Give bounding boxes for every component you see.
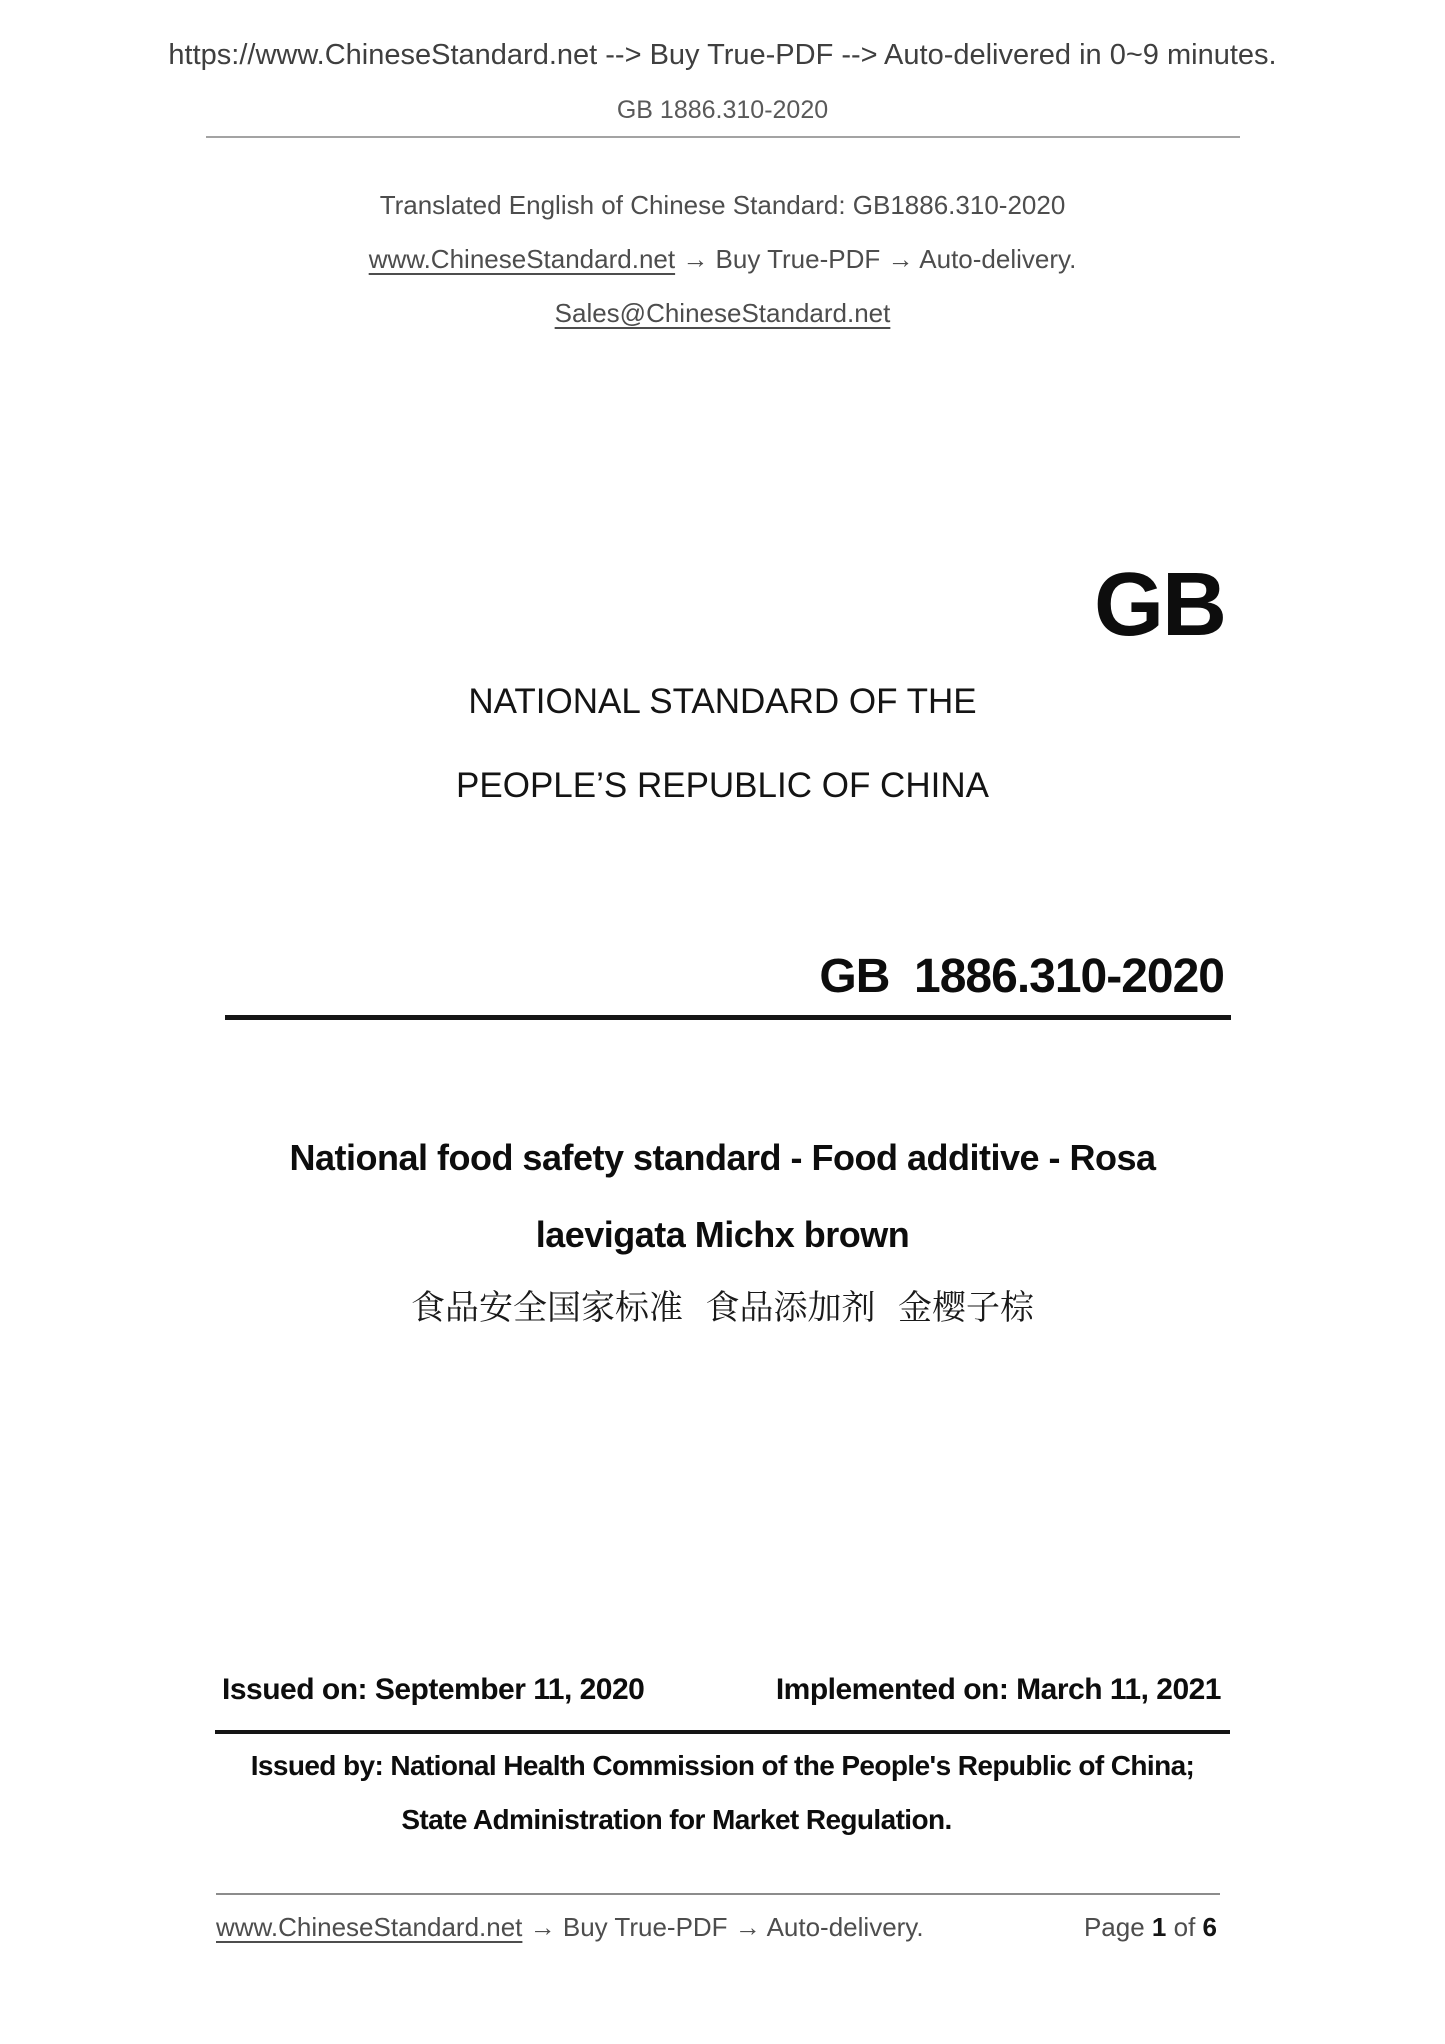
gb-logo: GB — [1094, 555, 1225, 655]
implemented-on-date: Implemented on: March 11, 2021 — [775, 1673, 1221, 1706]
issuer-line1: Issued by: National Health Commission of the People's Republic of China; — [250, 1750, 1195, 1781]
standard-number: GB 1886.310-2020 — [819, 950, 1224, 1003]
standard-title-en-line2: laevigata Michx brown — [535, 1214, 910, 1255]
standard-number-rule — [225, 1015, 1231, 1020]
dates-row — [222, 1672, 1221, 1708]
page-counter — [1084, 1912, 1217, 1943]
issued-on-date: Issued on: September 11, 2020 — [222, 1673, 645, 1706]
standard-title-en-line1: National food safety standard - Food additive - Rosa — [289, 1137, 1156, 1178]
sales-line — [0, 298, 1445, 329]
footer — [216, 1912, 1217, 1943]
translated-note: Translated English of Chinese Standard: GB1886.310-2020 — [379, 190, 1066, 220]
footer-divider — [216, 1893, 1220, 1895]
website-line-rest: → Buy True-PDF → Auto-delivery. — [675, 244, 1077, 274]
footer-website-line — [216, 1912, 924, 1943]
sales-email-link[interactable]: Sales@ChineseStandard.net — [554, 298, 891, 328]
footer-website-rest: → Buy True-PDF → Auto-delivery. — [522, 1912, 924, 1942]
footer-website-link[interactable]: www.ChineseStandard.net — [216, 1912, 523, 1942]
page-total: 6 — [1202, 1912, 1217, 1942]
page-current: 1 — [1151, 1912, 1167, 1942]
org-title-line2: PEOPLE’S REPUBLIC OF CHINA — [456, 766, 989, 805]
page-label: Page — [1083, 1912, 1152, 1942]
issuer-line2: State Administration for Market Regulation. — [401, 1804, 952, 1835]
standard-title-zh: 食品安全国家标准 食品添加剂 金樱子棕 — [411, 1290, 1034, 1327]
org-title-line1: NATIONAL STANDARD OF THE — [468, 682, 977, 721]
dates-rule — [215, 1730, 1230, 1734]
website-link[interactable]: www.ChineseStandard.net — [368, 244, 676, 274]
page-of-label: of — [1166, 1912, 1203, 1942]
header-url-line: https://www.ChineseStandard.net --> Buy True-PDF --> Auto-delivered in 0~9 minutes. — [168, 39, 1277, 71]
header-divider — [206, 136, 1240, 138]
website-line — [0, 244, 1445, 275]
header-standard-code: GB 1886.310-2020 — [616, 96, 829, 124]
